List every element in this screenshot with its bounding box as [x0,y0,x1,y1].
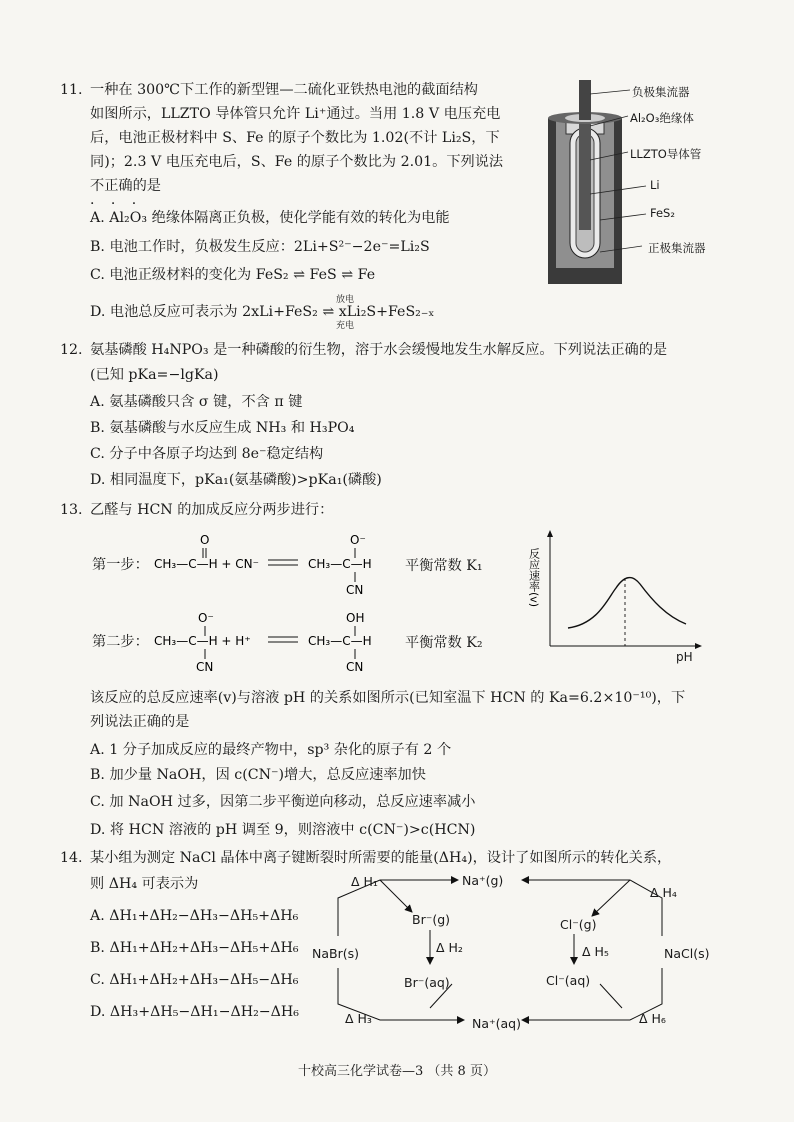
label-dh5: Δ H₅ [582,944,609,959]
label-cl-g: Cl⁻(g) [560,917,597,932]
q11-option-c: C. 电池正级材料的变化为 FeS₂ ⇌ FeS ⇌ Fe [90,267,376,283]
q11-option-b: B. 电池工作时，负极发生反应：2Li+S²⁻−2e⁻=Li₂S [90,239,430,255]
q14-number: 14. [60,850,83,866]
chart-y-label: 反应速率(v) [528,548,541,608]
q12-option-b: B. 氨基磷酸与水反应生成 NH₃ 和 H₃PO₄ [90,420,355,436]
label-dh1: Δ H₁ [351,874,378,889]
svg-text:O: O [200,533,210,547]
label-cl-aq: Cl⁻(aq) [546,973,591,988]
q13-step2-label: 第二步： [92,634,149,650]
q13-k1: 平衡常数 K₁ [405,558,483,574]
chart-x-label: pH [676,650,693,664]
q13-intro: 乙醛与 HCN 的加成反应分两步进行： [90,502,334,518]
q14-option-d: D. ΔH₃+ΔH₅−ΔH₁−ΔH₂−ΔH₆ [90,1004,299,1020]
q13-option-c: C. 加 NaOH 过多，因第二步平衡逆向移动，总反应速率减小 [90,794,476,810]
q13-option-a: A. 1 分子加成反应的最终产物中，sp³ 杂化的原子有 2 个 [90,742,452,758]
q11-eq-discharge: 放电 [336,295,355,305]
q11-number: 11. [60,82,83,98]
svg-text:O⁻: O⁻ [198,611,214,625]
svg-text:OH: OH [346,611,365,625]
label-nabr-s: NaBr(s) [312,946,359,961]
label-al2o3-insulator: Al₂O₃绝缘体 [630,111,694,125]
label-dh6: Δ H₆ [639,1011,666,1026]
q11-text-line-3: 后，电池正极材料中 S、Fe 的原子个数比为 1.02(不计 Li₂S，下 [90,130,500,146]
q12-option-d: D. 相同温度下，pKa₁(氨基磷酸)>pKa₁(磷酸) [90,472,382,488]
q11-text-line-1: 一种在 300℃下工作的新型锂—二硫化亚铁热电池的截面结构 [90,82,478,98]
label-fes2: FeS₂ [650,206,675,220]
q13-text-line-2: 列说法正确的是 [90,714,190,730]
q12-text-line-2: (已知 pKa=−lgKa) [90,367,219,383]
label-positive-collector: 正极集流器 [648,241,706,255]
label-dh4: Δ H₄ [650,885,677,900]
q12-text-line-1: 氨基磷酸 H₄NPO₃ 是一种磷酸的衍生物，溶于水会缓慢地发生水解反应。下列说法正确的是 [90,342,668,358]
q13-step1-label: 第一步： [92,557,149,573]
q14-option-a: A. ΔH₁+ΔH₂−ΔH₃−ΔH₅+ΔH₆ [90,908,299,924]
q13-option-d: D. 将 HCN 溶液的 pH 调至 9，则溶液中 c(CN⁻)>c(HCN) [90,822,476,838]
q14-option-b: B. ΔH₁+ΔH₂+ΔH₃−ΔH₅+ΔH₆ [90,940,299,956]
svg-text:CH₃—C—H + CN⁻: CH₃—C—H + CN⁻ [154,557,259,571]
page-footer: 十校高三化学试卷—3 （共 8 页） [298,1064,496,1079]
q11-option-d: D. 电池总反应可表示为 2xLi+FeS₂ ⇌ xLi₂S+FeS₂₋ₓ [90,304,435,320]
label-negative-collector: 负极集流器 [632,85,690,99]
label-na-aq: Na⁺(aq) [472,1016,521,1031]
q14-option-c: C. ΔH₁+ΔH₂+ΔH₃−ΔH₅−ΔH₆ [90,972,299,988]
svg-text:CN: CN [196,660,214,674]
q13-k2: 平衡常数 K₂ [405,635,483,651]
q11-text-line-4: 同)；2.3 V 电压充电后，S、Fe 的原子个数比为 2.01。下列说法 [90,154,504,170]
svg-text:O⁻: O⁻ [350,533,366,547]
q14-text-line-1: 某小组为测定 NaCl 晶体中离子键断裂时所需要的能量(ΔH₄)，设计了如图所示的转化关系， [90,850,672,866]
label-na-g: Na⁺(g) [462,873,504,888]
svg-text:CH₃—C—H + H⁺: CH₃—C—H + H⁺ [154,634,251,648]
q11-option-a: A. Al₂O₃ 绝缘体隔离正负极，使化学能有效的转化为电能 [90,210,450,226]
label-li: Li [650,178,660,192]
q13-option-b: B. 加少量 NaOH，因 c(CN⁻)增大，总反应速率加快 [90,767,426,783]
q13-text-line-1: 该反应的总反应速率(v)与溶液 pH 的关系如图所示(已知室温下 HCN 的 Ka=6.2×10⁻¹⁰)，下 [90,690,686,706]
svg-text:CN: CN [346,660,364,674]
svg-text:CH₃—C—H: CH₃—C—H [308,634,372,648]
label-dh3: Δ H₃ [345,1011,372,1026]
q11-text-line-2: 如图所示，LLZTO 导体管只允许 Li⁺通过。当用 1.8 V 电压充电 [90,106,501,122]
q11-text-line-5: 不正确的是 [90,178,161,194]
q12-option-a: A. 氨基磷酸只含 σ 键，不含 π 键 [90,394,303,410]
svg-text:CN: CN [346,583,364,597]
rate-ph-chart [528,528,708,660]
q13-number: 13. [60,502,83,518]
q12-number: 12. [60,342,83,358]
label-br-g: Br⁻(g) [412,912,451,927]
label-dh2: Δ H₂ [436,940,463,955]
emphasis-dots: · · · [90,196,143,212]
label-br-aq: Br⁻(aq) [404,975,450,990]
rate-curve [568,578,686,628]
label-nacl-s: NaCl(s) [664,946,710,961]
q11-eq-charge: 充电 [336,321,355,331]
svg-text:CH₃—C—H: CH₃—C—H [308,557,372,571]
label-llzto-tube: LLZTO导体管 [630,147,702,161]
q12-option-c: C. 分子中各原子均达到 8e⁻稳定结构 [90,446,324,462]
q14-text-line-2: 则 ΔH₄ 可表示为 [90,876,199,892]
reaction-equations [150,528,410,678]
